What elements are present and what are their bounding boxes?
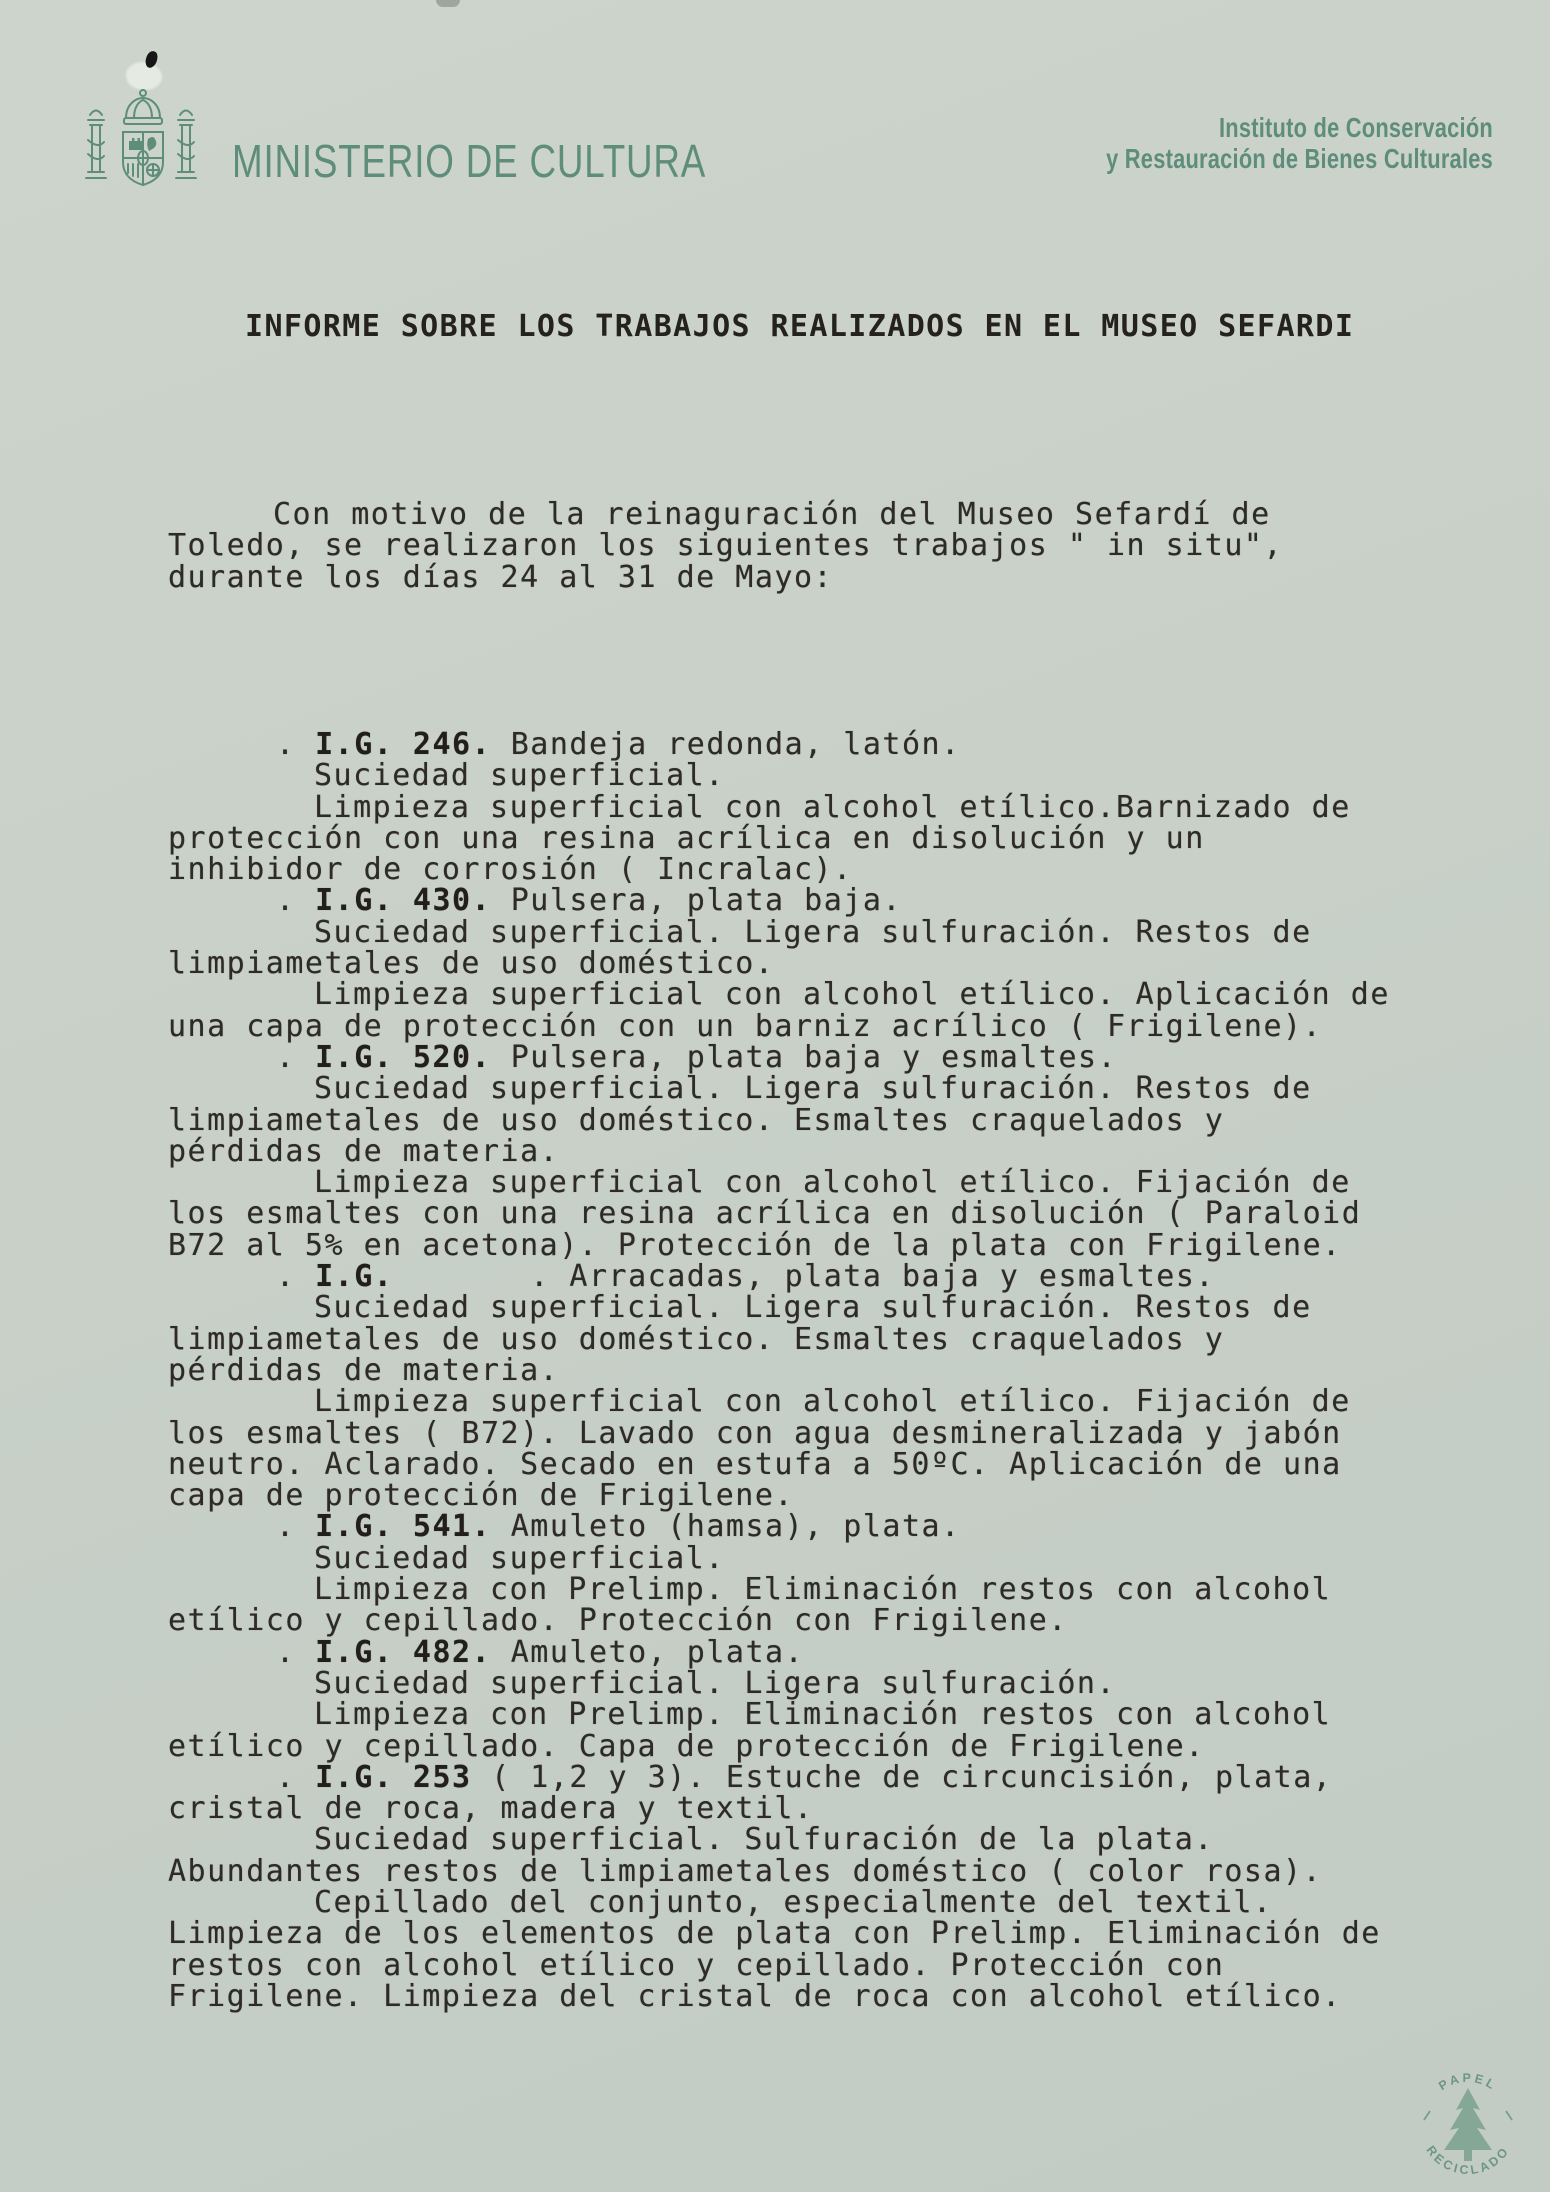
text-line: B72 al 5% en acetona). Protección de la plata con Frigilene. xyxy=(168,1227,1342,1263)
text-line: Suciedad superficial. Ligera sulfuración. Restos de xyxy=(314,1290,1312,1326)
recycled-label-bottom: RECICLADO xyxy=(1423,2143,1513,2178)
report-body xyxy=(168,729,1508,2012)
text-line: Suciedad superficial. xyxy=(314,758,725,794)
institute-name xyxy=(1106,112,1493,174)
text-line: durante los días 24 al 31 de Mayo: xyxy=(168,559,834,595)
text-line: . I.G. . Arracadas, plata baja y esmaltes. xyxy=(276,1259,1215,1295)
text-line: . I.G. 253 ( 1,2 y 3). Estuche de circuncisión, plata, xyxy=(276,1759,1333,1795)
spain-coat-of-arms-logo xyxy=(76,84,206,199)
text-line: restos con alcohol etílico y cepillado. Protección con xyxy=(168,1947,1225,1983)
text-line: Suciedad superficial. Ligera sulfuración. Restos de xyxy=(314,914,1312,950)
text-line: Abundantes restos de limpiametales doméstico ( color rosa). xyxy=(168,1853,1323,1889)
ministry-wordmark: MINISTERIO DE CULTURA xyxy=(232,135,707,187)
text-line: neutro. Aclarado. Secado en estufa a 50ºC. Aplicación de una xyxy=(168,1446,1342,1482)
text-line: limpiametales de uso doméstico. Esmaltes craquelados y xyxy=(168,1102,1225,1138)
text-line: Limpieza superficial con alcohol etílico. Fijación de xyxy=(314,1165,1351,1201)
text-line: Limpieza superficial con alcohol etílico.Barnizado de xyxy=(314,789,1351,825)
text-line: etílico y cepillado. Capa de protección de Frigilene. xyxy=(168,1728,1205,1764)
text-line: limpiametales de uso doméstico. Esmaltes craquelados y xyxy=(168,1321,1225,1357)
text-line: . I.G. 482. Amuleto, plata. xyxy=(276,1634,805,1670)
text-line: Limpieza superficial con alcohol etílico. Aplicación de xyxy=(314,977,1390,1013)
pine-tree-icon xyxy=(1444,2088,1492,2161)
text-line: Cepillado del conjunto, especialmente del textil. xyxy=(314,1884,1273,1920)
text-line: los esmaltes ( B72). Lavado con agua desmineralizada y jabón xyxy=(168,1415,1342,1451)
text-line: protección con una resina acrílica en disolución y un xyxy=(168,820,1205,856)
text-line: . I.G. 246. Bandeja redonda, latón. xyxy=(276,727,961,762)
text-line: capa de protección de Frigilene. xyxy=(168,1478,794,1514)
text-line: Frigilene. Limpieza del cristal de roca con alcohol etílico. xyxy=(168,1978,1342,2014)
text-line: Suciedad superficial. Ligera sulfuración. xyxy=(314,1665,1117,1701)
institute-line-2: y Restauración de Bienes Culturales xyxy=(1106,143,1493,174)
text-line: Suciedad superficial. Ligera sulfuración. Restos de xyxy=(314,1071,1312,1107)
text-line: cristal de roca, madera y textil. xyxy=(168,1791,814,1827)
recycled-label-top: PAPEL xyxy=(1436,2070,1500,2094)
recycled-paper-mark xyxy=(1406,2060,1530,2184)
text-line: Limpieza con Prelimp. Eliminación restos con alcohol xyxy=(314,1572,1332,1608)
scan-smudge xyxy=(436,0,460,7)
text-line: los esmaltes con una resina acrílica en disolución ( Paraloid xyxy=(168,1196,1362,1232)
text-line: pérdidas de materia. xyxy=(168,1352,560,1388)
text-line: . I.G. 541. Amuleto (hamsa), plata. xyxy=(276,1509,961,1545)
document-title: INFORME SOBRE LOS TRABAJOS REALIZADOS EN EL MUSEO SEFARDI xyxy=(245,309,1355,344)
text-line: . I.G. 430. Pulsera, plata baja. xyxy=(276,883,902,919)
text-line: Suciedad superficial. Sulfuración de la plata. xyxy=(314,1822,1214,1858)
text-line: una capa de protección con un barniz acrílico ( Frigilene). xyxy=(168,1008,1323,1044)
text-line: Con motivo de la reinaguración del Museo Sefardí de xyxy=(273,497,1271,532)
text-line: Limpieza de los elementos de plata con Prelimp. Eliminación de xyxy=(168,1916,1381,1952)
text-line: Toledo, se realizaron los siguientes trabajos " in situ", xyxy=(168,528,1284,564)
text-line: limpiametales de uso doméstico. xyxy=(168,946,775,982)
text-line: inhibidor de corrosión ( Incralac). xyxy=(168,852,853,888)
institute-line-1: Instituto de Conservación xyxy=(1218,112,1493,143)
text-line: pérdidas de materia. xyxy=(168,1133,560,1169)
text-line: Suciedad superficial. xyxy=(314,1540,725,1576)
text-line: . I.G. 520. Pulsera, plata baja y esmaltes. xyxy=(276,1039,1118,1075)
intro-paragraph xyxy=(168,499,1498,593)
text-line: Limpieza superficial con alcohol etílico. Fijación de xyxy=(314,1384,1351,1420)
text-line: etílico y cepillado. Protección con Frigilene. xyxy=(168,1603,1068,1639)
text-line: Limpieza con Prelimp. Eliminación restos con alcohol xyxy=(314,1697,1332,1733)
